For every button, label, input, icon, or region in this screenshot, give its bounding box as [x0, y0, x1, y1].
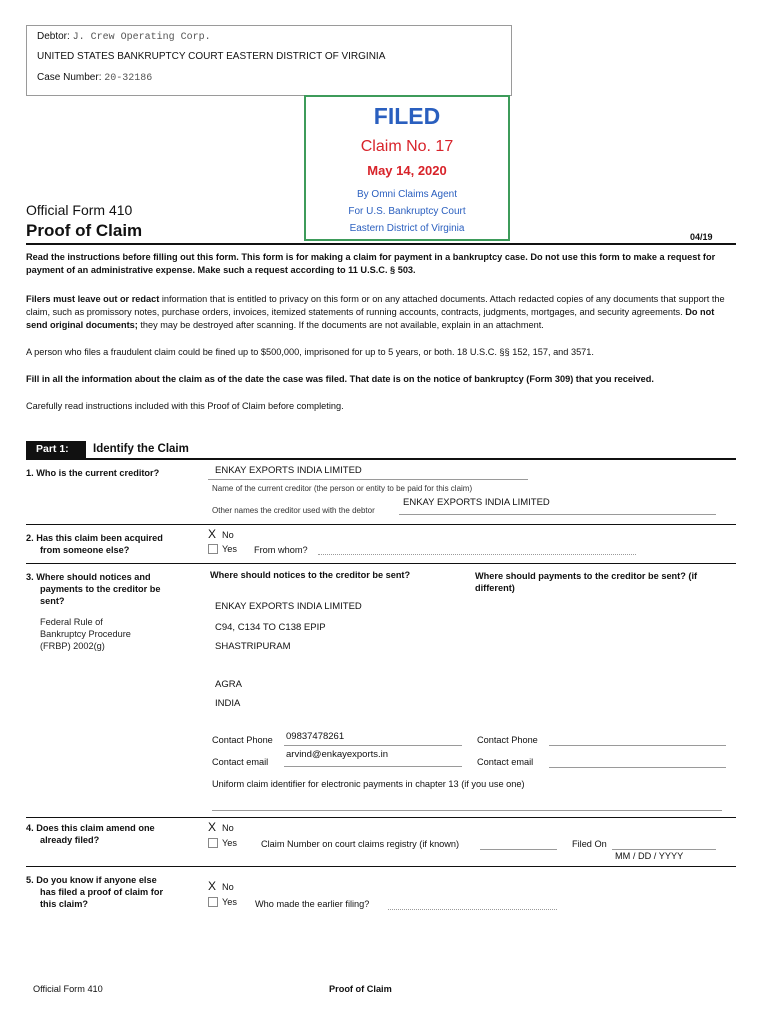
filed-stamp — [304, 95, 510, 241]
stamp-agent: By Omni Claims Agent — [356, 189, 458, 200]
claim-number-field[interactable] — [480, 849, 557, 850]
contact-email-line — [284, 766, 462, 767]
case-header-box — [26, 25, 512, 96]
q3-line1: 3. Where should notices and — [26, 572, 151, 582]
earlier-filer-field[interactable] — [388, 909, 557, 910]
q3-label — [26, 571, 160, 607]
debtor-label: Debtor: — [37, 31, 70, 42]
part1-label: Part 1: — [26, 441, 86, 458]
uci-label: Uniform claim identifier for electronic payments in chapter 13 (if you use one) — [212, 779, 525, 789]
q5-label — [26, 874, 163, 910]
frbp-line3: (FRBP) 2002(g) — [40, 641, 105, 651]
no-originals-bold: Do not send original documents; — [26, 307, 715, 330]
q5-line1: 5. Do you know if anyone else — [26, 875, 157, 885]
q4-label — [26, 822, 155, 846]
instructions-main: Read the instructions before filling out this form. This form is for making a claim for payment in a bankruptcy case. Do not use this form to make a request for payment of an administrative expense. Make such a request according to 11 U.S.C. § 503. — [26, 252, 716, 275]
payment-email-label: Contact email — [477, 757, 534, 767]
address-line3[interactable]: SHASTRIPURAM — [215, 641, 291, 652]
contact-email-label: Contact email — [212, 757, 269, 767]
redact-text: information that is entitled to privacy on this form or on any attached documents. Attach redacted copies of any documents that support the claim, such as promissory notes, purchase orders, invoices, itemized statements of running accounts, contracts, judgments, mortgages, and security agreements. — [26, 294, 725, 317]
other-names-value[interactable]: ENKAY EXPORTS INDIA LIMITED — [403, 497, 550, 508]
q4-no-label: No — [222, 823, 234, 833]
q4-yes-label: Yes — [222, 838, 237, 848]
no-originals-text: they may be destroyed after scanning. If the documents are not available, explain in an attachment. — [137, 320, 544, 330]
address-line4[interactable]: AGRA — [215, 679, 242, 690]
from-whom-field[interactable] — [318, 554, 636, 555]
filed-on-field[interactable] — [612, 849, 716, 850]
q3-line3: sent? — [40, 596, 65, 606]
q2-no-label: No — [222, 530, 234, 540]
q2-no-checkbox[interactable]: X — [208, 527, 217, 541]
case-number-label: Case Number: — [37, 72, 102, 83]
instructions-read: Carefully read instructions included with this Proof of Claim before completing. — [26, 401, 344, 411]
contact-phone-line — [284, 745, 462, 746]
earlier-filer-label: Who made the earlier filing? — [255, 899, 370, 909]
court-name: UNITED STATES BANKRUPTCY COURT EASTERN DISTRICT OF VIRGINIA — [37, 51, 386, 62]
q4-yes-checkbox[interactable] — [208, 838, 218, 848]
q3-rule — [26, 817, 736, 818]
q2-line1: 2. Has this claim been acquired — [26, 533, 163, 543]
q2-yes-label: Yes — [222, 544, 237, 554]
creditor-name-value[interactable]: ENKAY EXPORTS INDIA LIMITED — [215, 465, 362, 476]
creditor-name-hint: Name of the current creditor (the person or entity to be paid for this claim) — [212, 484, 473, 493]
q2-line2: from someone else? — [40, 545, 130, 555]
q2-yes-checkbox[interactable] — [208, 544, 218, 554]
payments-heading-line1: Where should payments to the creditor be sent? (if — [475, 571, 698, 581]
q5-no-label: No — [222, 882, 234, 892]
q5-line3: this claim? — [40, 899, 88, 909]
creditor-name-line — [208, 479, 528, 480]
other-names-line — [399, 514, 716, 515]
filed-on-format: MM / DD / YYYY — [615, 851, 684, 861]
q1-label: 1. Who is the current creditor? — [26, 468, 160, 478]
q2-label — [26, 532, 163, 556]
q5-line2: has filed a proof of claim for — [40, 887, 164, 897]
q5-no-checkbox[interactable]: X — [208, 879, 217, 893]
payment-phone-field[interactable] — [549, 745, 726, 746]
payment-email-field[interactable] — [549, 767, 726, 768]
address-line2[interactable]: C94, C134 TO C138 EPIP — [215, 622, 326, 633]
contact-phone-value[interactable]: 09837478261 — [286, 731, 345, 742]
frbp-note — [40, 616, 131, 652]
stamp-district: Eastern District of Virginia — [349, 223, 465, 234]
contact-phone-label: Contact Phone — [212, 735, 273, 745]
notices-heading: Where should notices to the creditor be sent? — [210, 570, 411, 580]
part1-rule — [26, 458, 736, 460]
debtor-value: J. Crew Operating Corp. — [72, 32, 211, 43]
form-number: Official Form 410 — [26, 202, 133, 218]
redact-bold: Filers must leave out or redact — [26, 294, 160, 304]
payment-phone-label: Contact Phone — [477, 735, 538, 745]
case-number-value: 20-32186 — [104, 73, 153, 84]
frbp-line2: Bankruptcy Procedure — [40, 629, 131, 639]
q4-rule — [26, 866, 736, 867]
q3-line2: payments to the creditor be — [40, 584, 161, 594]
q5-yes-checkbox[interactable] — [208, 897, 218, 907]
frbp-line1: Federal Rule of — [40, 617, 103, 627]
q4-line2: already filed? — [40, 835, 100, 845]
q4-line1: 4. Does this claim amend one — [26, 823, 155, 833]
debtor-line — [37, 31, 211, 43]
q1-rule — [26, 524, 736, 525]
title-rule — [26, 243, 736, 245]
claim-number-label: Claim Number on court claims registry (if known) — [261, 839, 460, 849]
stamp-court: For U.S. Bankruptcy Court — [348, 206, 466, 217]
form-title: Proof of Claim — [26, 221, 143, 240]
part1-title: Identify the Claim — [93, 443, 189, 455]
payments-heading-line2: different) — [475, 583, 515, 593]
q4-no-checkbox[interactable]: X — [208, 820, 217, 834]
contact-email-value[interactable]: arvind@enkayexports.in — [286, 749, 389, 760]
payments-heading — [475, 570, 697, 594]
q2-rule — [26, 563, 736, 564]
other-names-label: Other names the creditor used with the debtor — [212, 506, 375, 515]
case-number-line — [37, 72, 152, 84]
footer-form-number: Official Form 410 — [33, 984, 103, 994]
instructions-fill: Fill in all the information about the claim as of the date the case was filed. That date is on the notice of bankruptcy (Form 309) that you received. — [26, 374, 654, 384]
form-revision: 04/19 — [690, 232, 713, 242]
q5-yes-label: Yes — [222, 897, 237, 907]
from-whom-label: From whom? — [254, 545, 308, 555]
instructions-fraud: A person who files a fraudulent claim could be fined up to $500,000, imprisoned for up to 5 years, or both. 18 U.S.C. §§ 152, 157, and 3571. — [26, 347, 594, 357]
uci-field[interactable] — [212, 810, 722, 811]
stamp-claim-number: Claim No. 17 — [360, 138, 454, 155]
stamp-date: May 14, 2020 — [367, 163, 447, 178]
stamp-filed: FILED — [373, 103, 441, 129]
filed-on-label: Filed On — [572, 839, 607, 849]
address-line5[interactable]: INDIA — [215, 698, 241, 709]
address-line1[interactable]: ENKAY EXPORTS INDIA LIMITED — [215, 601, 362, 612]
footer-form-title: Proof of Claim — [329, 984, 392, 994]
instructions-redact — [26, 293, 736, 332]
